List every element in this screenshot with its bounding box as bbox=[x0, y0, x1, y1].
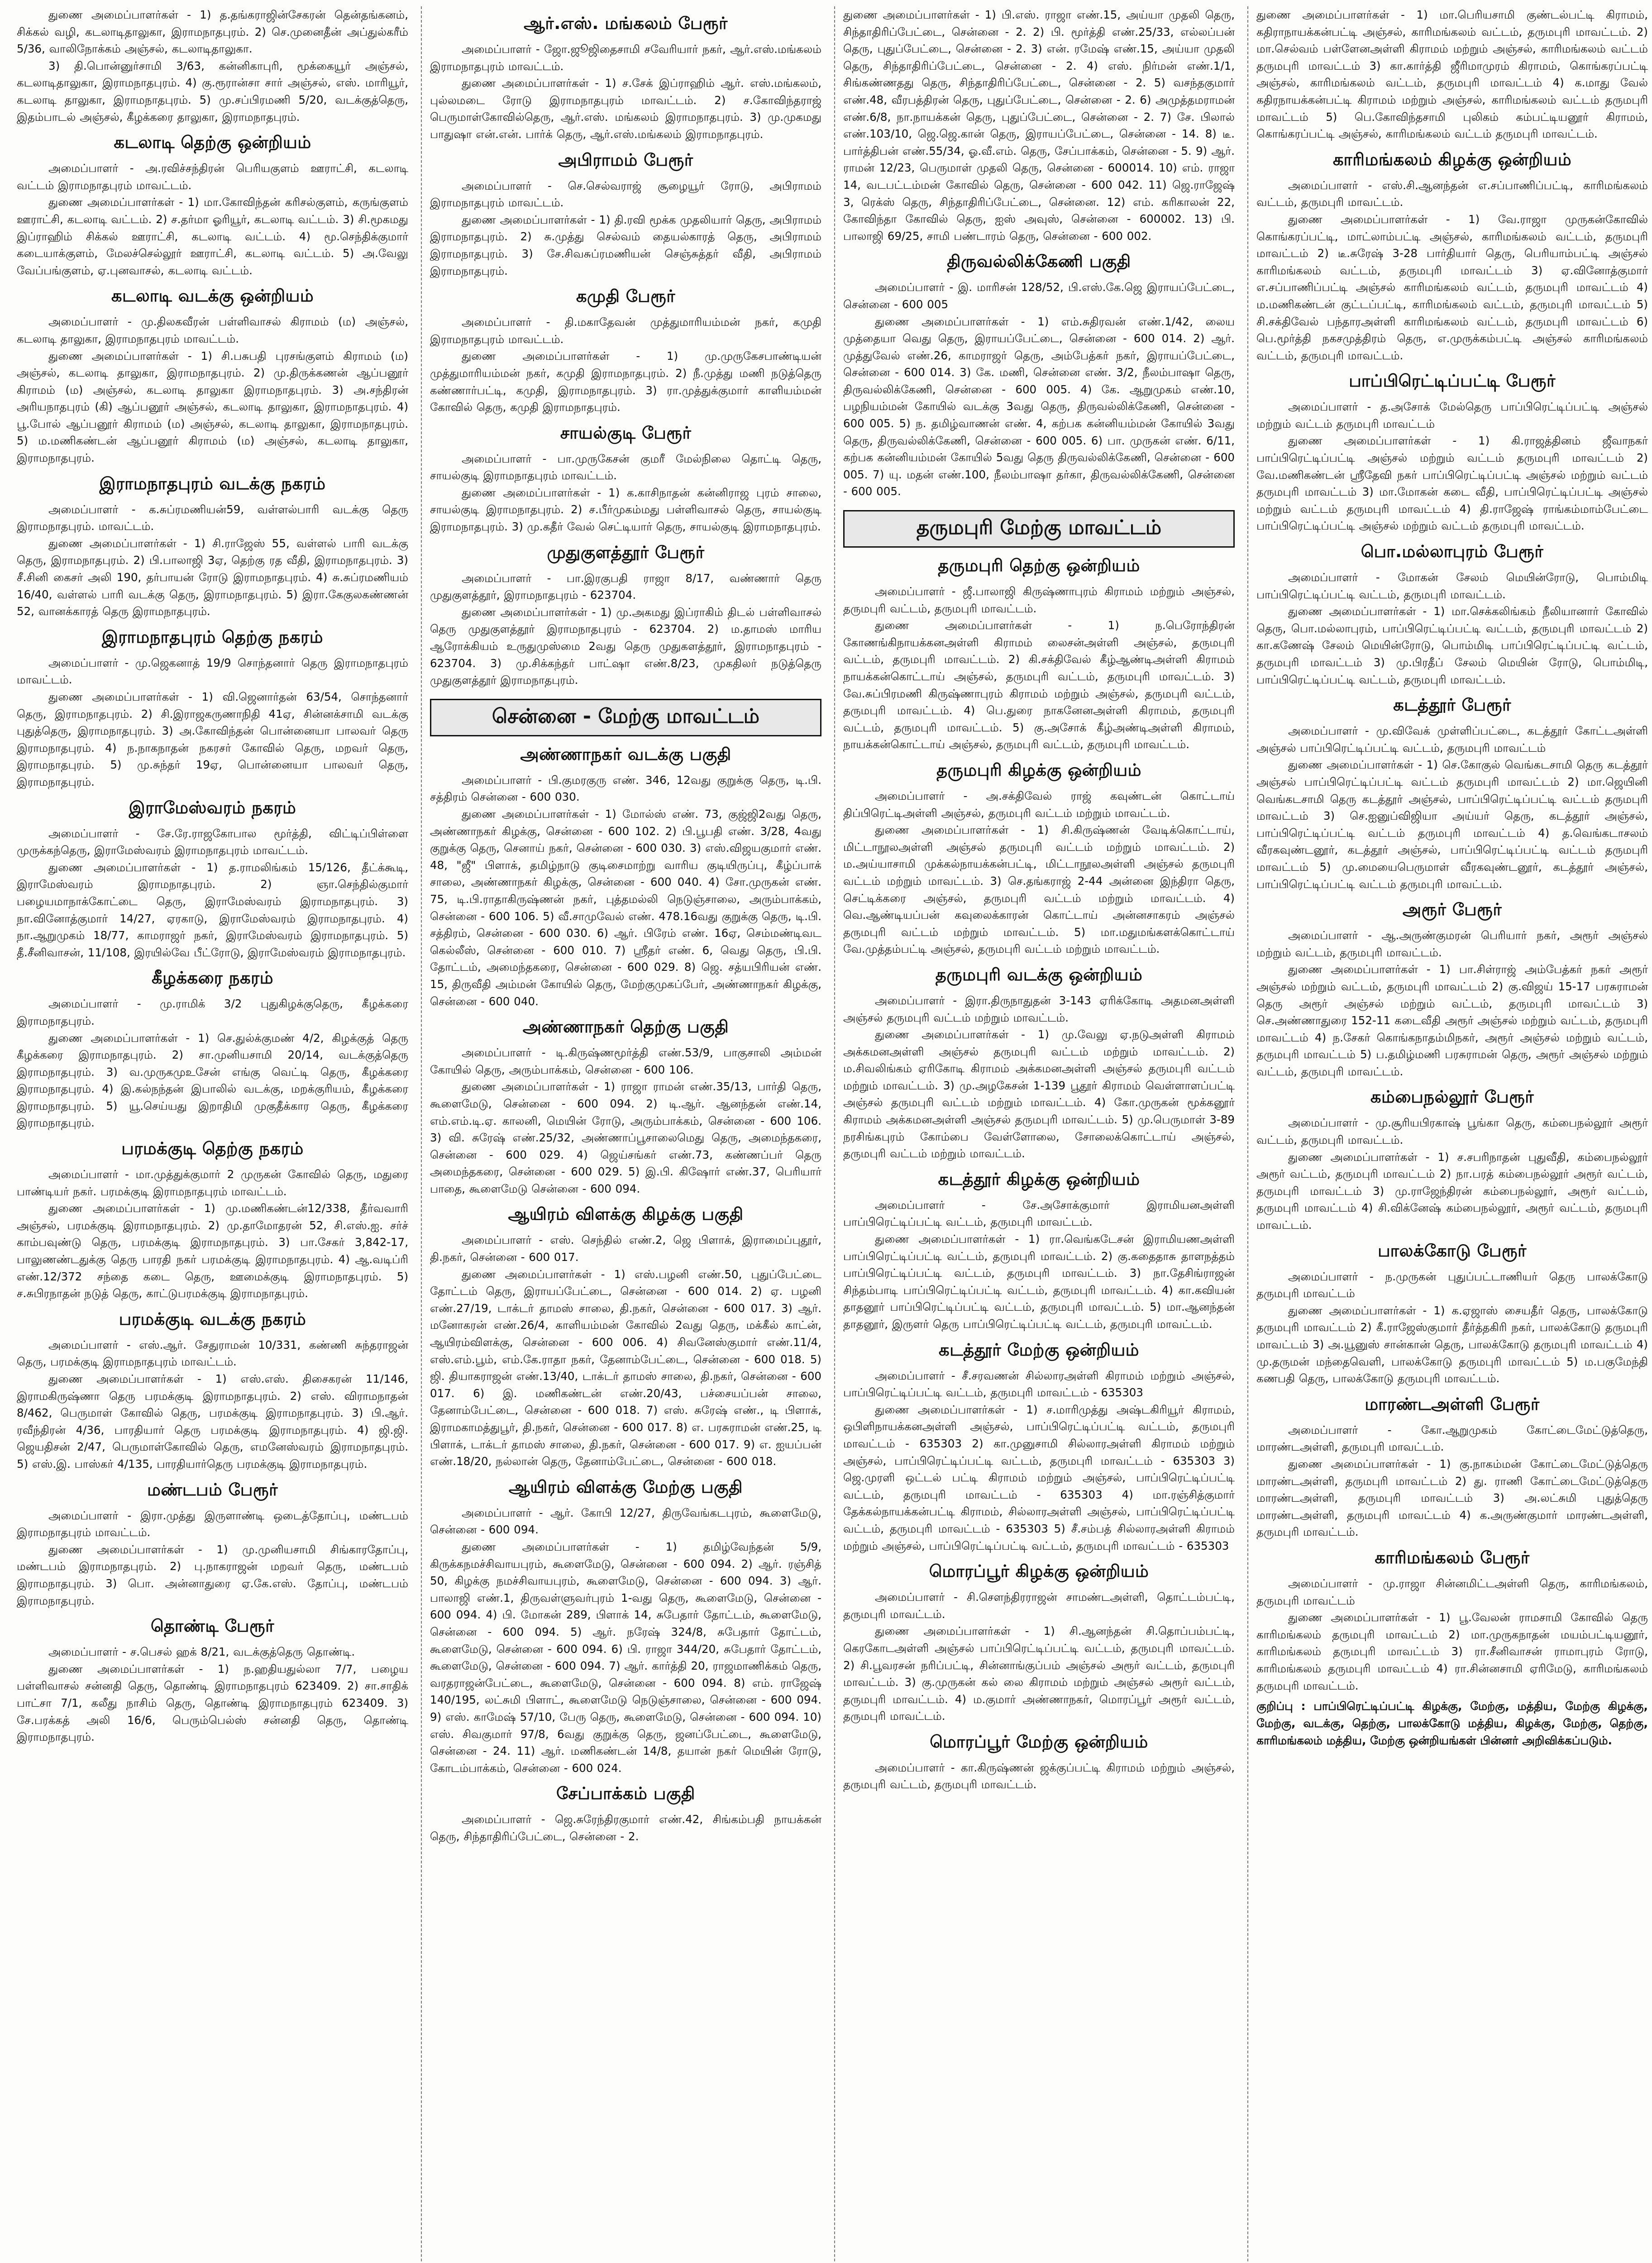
listing-paragraph: அமைப்பாளர் - ஜெ.சுரேந்திரகுமார் எண்.42, சிங்கம்பதி நாயக்கன் தெரு, சிந்தாதிரிப்பேட்டை, சென்னை - 2. bbox=[430, 1813, 821, 1843]
listing-paragraph: அமைப்பாளர் - ஜீ.பாலாஜி கிருஷ்ணாபுரம் கிராமம் மற்றும் அஞ்சல், தருமபுரி வட்டம், தருமபுரி மாவட்டம். bbox=[843, 585, 1235, 615]
section-heading: பொ.மல்லாபுரம் பேரூர் bbox=[1361, 542, 1544, 562]
section-heading: மண்டபம் பேரூர் bbox=[147, 1480, 278, 1499]
listing-paragraph: அமைப்பாளர் - மு.திலகவீரன் பள்ளிவாசல் கிராமம் (ம) அஞ்சல், கடலாடி தாலுகா, இராமநாதபுரம் மாவட்டம். bbox=[17, 315, 408, 345]
section-heading: கீழக்கரை நகரம் bbox=[151, 968, 274, 988]
listing-paragraph: அமைப்பாளர் - இரா.திருநாதுதன் 3-143 ஏரிக்கோடி அதமனஅள்ளி அஞ்சல் தருமபுரி வட்டம் மற்றும் மாவட்டம். bbox=[843, 993, 1235, 1024]
listing-paragraph: துணை அமைப்பாளர்கள் - 1) தமிழ்வேந்தன் 5/9, கிருக்கநமச்சிவாயபுரம், கூளைமேடு, சென்னை - 600 094. 2) ஆர். ரஞ்சித் 50, கிழக்கு நமச்சிவாயபுரம், கூளைமேடு, சென்னை - 600 094. 3) ஆர். பாலாஜி எண்.1, திருவள்ளுவர்புரம் 1-வது தெரு, கூளைமேடு, சென்னை - 600 094. 4) பி. மோகன் 289, பிளாக் 14, சுபேதார் தோட்டம், கூளைமேடு, சென்னை - 600 094. 5) ஆர். நரேஷ் 324/8, சுபேதார் தோட்டம், கூளைமேடு, சென்னை - 600 094. 6) பி. ராஜா 344/20, சுபேதார் தோட்டம், கூளைமேடு, சென்னை - 600 094. 7) ஆர். கார்த்தி 20, ராஜமாணிக்கம் தெரு, வரதராஜன்பேட்டை, கூளைமேடு, சென்னை - 600 094. 8) எம். ராஜேஷ் 140/195, லட்சுமி பிளாட், கூளைமேடு நெடுஞ்சாலை, சென்னை - 600 094. 9) எஸ். காமேஷ் 57/10, பேரு தெரு, கூளைமேடு, சென்னை - 600 094. 10) எஸ். சிவகுமார் 97/8, 6வது குறுக்கு தெரு, ஜனப்பேட்டை, கூளைமேடு, சென்னை - 24. 11) ஆர். மணிகண்டன் 14/8, தயான் நகர் மெயின் ரோடு, கோடம்பாக்கம், சென்னை - 600 024. bbox=[430, 1540, 821, 1775]
listing-paragraph: அமைப்பாளர் - கா.கிருஷ்ணன் ஜக்குப்பட்டி கிராமம் மற்றும் அஞ்சல், தருமபுரி வட்டம், தருமபுரி மாவட்டம். bbox=[843, 1761, 1235, 1791]
listing-paragraph: துணை அமைப்பாளர்கள் - 1) வி.ஜெனார்தன் 63/54, சொந்தனார் தெரு, இராமநாதபுரம். 2) சி.இராஜகருணாநிதி 41ஏ, சின்னக்சாமி வடக்கு புதுத்தெரு, இராமநாதபுரம். 3) அ.கோவிந்தன் பொன்னையா பாலவர் தெரு இராமநாதபுரம். 4) ந.நாகநாதன் நகரசர் கோவில் தெரு, மறவர் தெரு, இராமநாதபுரம். 5) மு.சுந்தர் 19ஏ, பொன்னையா பாலவர் தெரு, இராமநாதபுரம். bbox=[17, 690, 408, 788]
listing-paragraph: அமைப்பாளர் - ஆ.அருண்குமரன் பெரியார் நகர், அரூர் அஞ்சல் மற்றும் வட்டம், தருமபுரி மாவட்டம். bbox=[1256, 929, 1648, 959]
column-1 bbox=[8, 6, 413, 2263]
listing-paragraph: அமைப்பாளர் - மு.சூரியபிரகாஷ் பூங்கா தெரு, கம்பைநல்லூர் அரூர் வட்டம், தருமபுரி மாவட்டம். bbox=[1256, 1116, 1648, 1147]
listing-paragraph: துணை அமைப்பாளர்கள் - 1) ச.மாரிமுத்து அஷ்டகிரியூர் கிராமம், ஒபிளிநாயக்கனஅள்ளி அஞ்சல், பாப்பிரெட்டிப்பட்டி வட்டம், தருமபுரி மாவட்டம் - 635303 2) கா.முனுசாமி சில்லாரஅள்ளி கிராமம் மற்றும் அஞ்சல், பாப்பிரெட்டிப்பட்டி வட்டம், தருமபுரி மாவட்டம் - 635303 3) ஜெ.முரளி ஒட்டல் பட்டி கிராமம் மற்றும் அஞ்சல், பாப்பிரெட்டிப்பட்டி வட்டம், தருமபுரி மாவட்டம் - 635303 4) மா.ரஞ்சித்குமார் தேக்கல்நாயக்கன்பட்டி கிராமம், சில்லாரஅள்ளி அஞ்சல், பாப்பிரெட்டிப்பட்டி வட்டம், தருமபுரி மாவட்டம் - 635303 5) சீ.சம்பத் சில்லாரஅள்ளி கிராமம் மற்றும் அஞ்சல், பாப்பிரெட்டிப்பட்டி வட்டம், தருமபுரி மாவட்டம் - 635303 bbox=[843, 1403, 1235, 1552]
listing-paragraph: துணை அமைப்பாளர்கள் - 1) பி.எஸ். ராஜா எண்.15, அய்யா முதலி தெரு, சிந்தாதிரிப்பேட்டை, சென்னை - 2. 2) பி. மூர்த்தி எண்.25/33, எல்லப்பன் தெரு, புதுப்பேட்டை, சென்னை - 2. 3) என். ரமேஷ் எண்.15, அய்யா முதலி தெரு, சிந்தாதிரிப்பேட்டை, சென்னை - 2. 4) எஸ். நிர்மன் எண்.1/1, சிங்கண்ணதது தெரு, சிந்தாதிரிப்பேட்டை, சென்னை - 2. 5) வசந்தகுமார் எண்.48, வீரபத்திரன் தெரு, புதுப்பேட்டை, சென்னை - 2. 6) அமுத்தமராமன் எண்.6/8, நா.நாயக்கன் தெரு, புதுப்பேட்டை, சென்னை - 2. 7) சே. பிலால் எண்.103/10, ஜெ.ஜெ.கான் தெரு, இராயப்பேட்டை, சென்னை - 14. 8) டீ. பார்த்திபன் எண்.55/34, ஓ.வீ.எம். தெரு, சேப்பாக்கம், சென்னை - 5. 9) ஆர். ராமன் 12/23, பெருமாள் முதலி தெரு, சென்னை - 600014. 10) எம். ராஜா 14, வடபட்டம்மன் கோவில் தெரு, சென்னை - 600 042. 11) ஜெ.ராஜேஷ் 3, ரெக்ஸ் தெரு, சிந்தாதிரிப்பேட்டை, சென்னை. 12) எம். கரிகாலன் 22, கோவிந்தா கோவில் தெரு, ஐஸ் அவுஸ், சென்னை - 600002. 13) பி. பாலாஜி 69/25, சாமி பண்டாரம் தெரு, சென்னை - 600 002. bbox=[843, 8, 1235, 243]
listing-paragraph: துணை அமைப்பாளர்கள் - 1) செ.கோகுல் வெங்கடசாமி தெரு கடத்தூர் அஞ்சல் பாப்பிரெட்டிப்பட்டி வட்டம் தருமபுரி மாவட்டம் 2) மா.ஜெயினி வெங்கடசாமி தெரு கடத்தூர் அஞ்சல், பாப்பிரெட்டிப்பட்டி வட்டம் தருமபுரி மாவட்டம் 3) செ.ஐனுப்விஜியா அய்யர் தெரு, கடத்தூர் அஞ்சல், பாப்பிரெட்டிப்பட்டி வட்டம் தருமபுரி மாவட்டம் 4) த.வெங்கடாசலம் வீரகவுண்டனூர், கடத்தூர் அஞ்சல், பாப்பிரெட்டிப்பட்டி வட்டம் தருமபுரி மாவட்டம் 5) மு.மையைபெருமாள் வீரகவுண்டனூர், கடத்தூர் அஞ்சல், பாப்பிரெட்டிப்பட்டி வட்டம் தருமபுரி மாவட்டம். bbox=[1256, 758, 1648, 891]
listing-paragraph: அமைப்பாளர் - எஸ்.ஆர். சேதுராமன் 10/331, கண்ணி சுந்தராஜன் தெரு, பரமக்குடி இராமநாதபுரம் மாவட்டம். bbox=[17, 1338, 408, 1369]
listing-paragraph: அமைப்பாளர் - இரா.முத்து இருளாண்டி ஒடைத்தோப்பு, மண்டபம் இராமநாதபுரம் மாவட்டம். bbox=[17, 1509, 408, 1539]
listing-paragraph: துணை அமைப்பாளர்கள் - 1) ந.ஹதியதுல்லா 7/7, பழைய பள்ளிவாசல் சன்னதி தெரு, தொண்டி இராமநாதபுரம் 623409. 2) சா.சாதிக் பாட்சா 7/1, கலீது நாசிம் தெரு, தொண்டி இராமநாதபுரம் 623409. 3) சே.பரக்கத் அலி 16/6, பெரும்பெல்ஸ் சன்னதி தெரு, தொண்டி இராமநாதபுரம். bbox=[17, 1662, 408, 1744]
listing-paragraph: அமைப்பாளர் - சே.ரே.ராஜகோபால மூர்த்தி, விட்டிப்பிள்ளை முருக்கந்தெரு, இராமேஸ்வரம் இராமநாதபுரம் மாவட்டம். bbox=[17, 826, 408, 857]
listing-paragraph: அமைப்பாளர் - ந.முருகன் புதுப்பட்டாணியர் தெரு பாலக்கோடு தருமபுரி மாவட்டம் bbox=[1256, 1270, 1648, 1300]
listing-paragraph: அமைப்பாளர் - இ. மாரிசன் 128/52, பி.எஸ்.கே.ஜெ இராயப்பேட்டை, சென்னை - 600 005 bbox=[843, 281, 1235, 311]
footnote: குறிப்பு : பாப்பிரெட்டிப்பட்டி கிழக்கு, மேற்கு, மத்திய, மேற்கு கிழக்கு, மேற்கு, வடக்கு, தெற்கு, பாலக்கோடு மத்திய, கிழக்கு, மேற்கு, தெற்கு, காரிமங்கலம் மத்திய, மேற்கு ஒன்றியங்கள் பின்னர் அறிவிக்கப்படும். bbox=[1256, 1700, 1648, 1747]
section-heading: கடத்தூர் மேற்கு ஒன்றியம் bbox=[939, 1340, 1139, 1360]
listing-paragraph: அமைப்பாளர் - ஜோ.ஜூஜிதைசாமி சவேரியார் நகர், ஆர்.எஸ்.மங்கலம் இராமநாதபுரம் மாவட்டம். bbox=[430, 43, 821, 73]
listing-paragraph: அமைப்பாளர் - கோ.ஆறுமுகம் கோட்டைமேட்டுத்தெரு, மாரண்டஅள்ளி, தருமபுரி மாவட்டம். bbox=[1256, 1423, 1648, 1454]
listing-paragraph: துணை அமைப்பாளர்கள் - 1) ராஜா ராமன் எண்.35/13, பார்தி தெரு, கூளைமேடு, சென்னை - 600 094. 2) டி.ஆர். ஆனந்தன் எண்.14, எம்.எம்.டி.ஏ. காலனி, மெயின் ரோடு, அரும்பாக்கம், சென்னை - 600 106. 3) வி. சுரேஷ் எண்.25/32, அண்ணாப்பூசாலைமெது தெரு, அமைந்தகரை, சென்னை - 600 029. 4) ஜெய்சங்கர் எண்.73, கண்ணப்பர் தெரு அமைந்தகரை, சென்னை - 600 029. 5) இ.பி. கிஷோர் எண்.37, பெரியார் பாதை, கூளைமேடு சென்னை - 600 094. bbox=[430, 1080, 821, 1195]
listing-paragraph: 3) தி.பொன்னுர்சாமி 3/63, கன்னிகாபுரி, மூக்கையூர் அஞ்சல், கடலாடிதாலுகா, இராமநாதபுரம். 4) கு.ரூரான்சா சார் அஞ்சல், எஸ். மாரியூர், கடலாடி தாலுகா, இராமநாதபுரம். 5) மு.சப்பிரமணி 5/20, வடக்குத்தெரு, இதம்பாடல் அஞ்சல், கீழக்கரை தாலுகா, இராமநாதபுரம். bbox=[17, 59, 408, 124]
section-heading: மாரண்டஅள்ளி பேரூர் bbox=[1365, 1394, 1540, 1414]
section-heading: தருமபுரி கிழக்கு ஒன்றியம் bbox=[936, 760, 1141, 780]
section-heading: காரிமங்கலம் கிழக்கு ஒன்றியம் bbox=[1332, 149, 1572, 169]
section-heading: கடலாடி வடக்கு ஒன்றியம் bbox=[111, 286, 314, 306]
listing-paragraph: துணை அமைப்பாளர்கள் - 1) மு.முனியசாமி சிங்காரதோப்பு, மண்டபம் இராமநாதபுரம். 2) பு.நாகராஜன் மறவர் தெரு, மண்டபம் இராமநாதபுரம். 3) பொ. அன்னாதுரை ஏ.கே.எஸ். தோப்பு, மண்டபம் இராமநாதபுரம். bbox=[17, 1542, 408, 1607]
column-4-body bbox=[1252, 6, 1648, 1749]
section-heading: கடத்தூர் கிழக்கு ஒன்றியம் bbox=[938, 1169, 1140, 1189]
listing-paragraph: அமைப்பாளர் - செ.செல்வராஜ் சூழையூர் ரோடு, அபிராமம் இராமநாதபுரம் மாவட்டம். bbox=[430, 179, 821, 210]
section-heading: பரமக்குடி வடக்கு நகரம் bbox=[119, 1309, 306, 1329]
listing-paragraph: துணை அமைப்பாளர்கள் - 1) ந.பெரோந்திரன் கோணங்கிநாயக்கனஅள்ளி கிராமம் லைசன்அள்ளி அஞ்சல், தருமபுரி வட்டம், தருமபுரி மாவட்டம். 2) கி.சக்திவேல் கீழ்ஆண்டிஅள்ளி கிராமம் நாயக்கன்கொட்டாய் அஞ்சல், தருமபுரி வட்டம், தருமபுரி மாவட்டம். 3) வே.சுப்பிரமணி கிருஷ்ணாபுரம் கிராமம் மற்றும் அஞ்சல், தருமபுரி வட்டம், தருமபுரி மாவட்டம். 4) பெ.துரை நாகனேனஅள்ளி கிராமம், தருமபுரி வட்டம், தருமபுரி மாவட்டம். 5) கு.அசோக் கீழ்அண்டிஅள்ளி கிராமம், நாயக்கன்கொட்டாய் அஞ்சல், தருமபுரி வட்டம், தருமபுரி மாவட்டம். bbox=[843, 619, 1235, 751]
listing-paragraph: துணை அமைப்பாளர்கள் - 1) எம்.சுதிரவன் எண்.1/42, லைய முத்தையா வெது தெரு, இராயப்பேட்டை, சென்னை - 600 014. 2) ஆர். முத்துவேல் எண்.26, காமராஜர் தெரு, அம்பேத்கர் நகர், இராயப்பேட்டை, சென்னை - 600 014. 3) கே. மணி, சென்னை எண். 3/2, நீலம்பாஷா தெரு, திருவல்லிக்கேணி, சென்னை - 600 005. 4) கே. ஆறுமுகம் எண்.10, பழநியம்மன் கோயில் வடக்கு 3வது தெரு, திருவல்லிக்கேணி, சென்னை - 600 005. 5) ந. தமிழ்வாணன் எண். 4, கற்பக கன்னியம்மன் கோயில் 3வது தெரு, திருவல்லிக்கேணி, சென்னை - 600 005. 6) பா. முருகன் எண். 6/11, கற்பக கன்னியம்மன் கோயில் 5வது தெரு திருவல்லிக்கேணி, சென்னை - 600 005. 7) யு. மதன் எண்.100, நீலம்பாஷா தர்கா, திருவல்லிக்கேணி, சென்னை - 600 005. bbox=[843, 315, 1235, 498]
listing-paragraph: துணை அமைப்பாளர்கள் - 1) ச.சபரிநாதன் புதுவீதி, கம்பைநல்லூர் அரூர் வட்டம், தருமபுரி மாவட்டம் 2) நா.பரத் கம்பைநல்லூர் அரூர் வட்டம், தருமபுரி மாவட்டம் 3) மு.ராஜேந்திரன் கம்பைநல்லூர், அரூர் வட்டம், தருமபுரி மாவட்டம் 4) சி.விக்னேஷ் கம்பைநல்லூர், அரூர் வட்டம், தருமபுரி மாவட்டம். bbox=[1256, 1150, 1648, 1232]
listing-paragraph: துணை அமைப்பாளர்கள் - 1) சி.பசுபதி புரசங்குளம் கிராமம் (ம) அஞ்சல், கடலாடி தாலுகா, இராமநாதபுரம். 2) மு.திருக்கணன் ஆப்பனூர் கிராமம் (ம) அஞ்சல், கடலாடி தாலுகா இராமநாதபுரம். 3) அ.சந்திரன் அரியநாதபுரம் (கி) ஆப்பனூர் அஞ்சல், கடலாடி தாலுகா, இராமநாதபுரம். 4) பூ.போல் ஆப்பனூர் கிராமம் (ம) அஞ்சல், கடலாடி தாலுகா, இராமநாதபுரம். 5) ம.மணிகண்டன் ஆப்பனூர் கிராமம் (ம) அஞ்சல், கடலாடி தாலுகா, இராமநாதபுரம். bbox=[17, 349, 408, 465]
listing-paragraph: துணை அமைப்பாளர்கள் - 1) மு.முருகேசபாண்டியன் முத்துமாரியம்மன் நகர், கமுதி இராமநாதபுரம். 2) நீ.முத்து மணி நடுத்தெரு கண்ணார்பட்டி, கமுதி, இராமநாதபுரம். 3) ரா.முத்துக்குமார் காளியம்மன் கோவில் தெரு, கமுதி இராமநாதபுரம். bbox=[430, 349, 821, 414]
section-heading: சேப்பாக்கம் பகுதி bbox=[556, 1784, 695, 1804]
listing-paragraph: அமைப்பாளர் - மு.விவேக் முள்ளிப்பட்டை, கடத்தூர் கோட்டஅள்ளி அஞ்சல் பாப்பிரெட்டிப்பட்டி வட்டம், தருமபுரி மாவட்டம் bbox=[1256, 724, 1648, 754]
listing-paragraph: அமைப்பாளர் - பா.முருகேசன் குமரீ மேல்நிலை தொட்டி தெரு, சாயல்குடி இராமநாதபுரம் மாவட்டம். bbox=[430, 452, 821, 482]
listing-paragraph: துணை அமைப்பாளர்கள் - 1) மா.செக்கலிங்கம் நீலியானார் கோவில் தெரு, பொ.மல்லாபுரம், பாப்பிரெட்டிப்பட்டி வட்டம், தருமபுரி மாவட்டம் 2) கா.கணேஷ் சேலம் மெயின்ரோடு, பொம்மிடி பாப்பிரெட்டிப்பட்டி வட்டம், தருமபுரி மாவட்டம் 3) மு.பிரதீப் சேலம் மெயின் ரோடு, பொம்மிடி, பாப்பிரெட்டிப்பட்டி வட்டம், தருமபுரி மாவட்டம். bbox=[1256, 605, 1648, 686]
listing-paragraph: அமைப்பாளர் - சீ.சரவணன் சில்லாரஅள்ளி கிராமம் மற்றும் அஞ்சல், பாப்பிரெட்டிப்பட்டி வட்டம், தருமபுரி மாவட்டம் - 635303 bbox=[843, 1369, 1235, 1399]
listing-paragraph: அமைப்பாளர் - பா.இரகுபதி ராஜா 8/17, வண்ணார் தெரு முதுகுளத்தூர், இராமநாதபுரம் - 623704. bbox=[430, 571, 821, 602]
district-banner: சென்னை - மேற்கு மாவட்டம் bbox=[430, 699, 821, 736]
listing-paragraph: அமைப்பாளர் - சே.அசோக்குமார் இராமியனஅள்ளி பாப்பிரெட்டிப்பட்டி வட்டம், தருமபுரி மாவட்டம். bbox=[843, 1198, 1235, 1229]
listing-paragraph: துணை அமைப்பாளர்கள் - 1) க.ஏஜாஸ் சையதீர் தெரு, பாலக்கோடு தருமபுரி மாவட்டம் 2) கீ.ராஜேஸ்குமார் தீர்த்தகிரி நகர், பாலக்கோடு தருமபுரி மாவட்டம் 3) அ.யூனுஸ் சான்கான் தெரு, பாலக்கோடு தருமபுரி மாவட்டம் 4) மு.தருமன் மந்தைவெளி, பாலக்கோடு தருமபுரி மாவட்டம் 5) ம.பகுமேந்தி கணபதி தெரு, பாலக்கோடு தருமபுரி மாவட்டம். bbox=[1256, 1303, 1648, 1385]
section-heading: ஆயிரம் விளக்கு கிழக்கு பகுதி bbox=[508, 1204, 744, 1224]
section-heading: பாலக்கோடு பேரூர் bbox=[1378, 1241, 1527, 1260]
column-3 bbox=[834, 6, 1239, 2263]
listing-paragraph: துணை அமைப்பாளர்கள் - 1) ரா.வெங்கடேசன் இராமியணஅள்ளி பாப்பிரெட்டிப்பட்டி வட்டம், தருமபுரி மாவட்டம். 2) கு.கதைதாசு தாளநத்தம் பாப்பிரெட்டிப்பட்டி வட்டம், தருமபுரி மாவட்டம். 3) நா.தேசிங்ராஜன் சிந்தம்பாடி பாப்பிரெட்டிப்பட்டி வட்டம், தருமபுரி மாவட்டம். 4) கா.கவியன் தாதனூர் பாப்பிரெட்டிப்பட்டி வட்டம், தருமபுரி மாவட்டம். 5) மா.ஆனந்தன் தாதனூர், இருளர் தெரு பாப்பிரெட்டிப்பட்டி வட்டம், தருமபுரி மாவட்டம். bbox=[843, 1232, 1235, 1331]
section-heading: சாயல்குடி பேரூர் bbox=[560, 423, 692, 443]
section-heading: ஆயிரம் விளக்கு மேற்கு பகுதி bbox=[508, 1477, 743, 1497]
listing-paragraph: துணை அமைப்பாளர்கள் - 1) எஸ்.பழனி எண்.50, புதுப்பேட்டை தோட்டம் தெரு, இராயப்பேட்டை, சென்னை - 600 014. 2) ஏ. பழனி எண்.27/19, டாக்டர் தாமஸ் சாலை, தி.நகர், சென்னை - 600 017. 3) ஆர். மனோகரன் எண்.26/4, காளியம்மன் கோவில் 2வது தெரு, மக்கீல் காட்ன், ஆயிரம்விளக்கு, சென்னை - 600 006. 4) சிவனேஸ்குமார் எண்.11/4, எஸ்.எம்.பூம், எம்.கே.ராதா நகர், தேனாம்பேட்டை, சென்னை - 600 018. 5) ஜி. தியாகராஜன் எண்.13/40, டாக்டர் தாமஸ் சாலை, தி.நகர், சென்னை - 600 017. 6) இ. மணிகண்டன் எண்.20/43, பச்சையப்பன் சாலை, தேனாம்பேட்டை, சென்னை - 600 018. 7) எஸ். சுரேஷ் எண்., டி பிளாக், இராமகாமத்துபூர், தி.நகர், சென்னை - 600 017. 8) எ. பரசுராமன் எண்.25, டி பிளாக், டாக்டர் தாமஸ் சாலை, தி.நகர், சென்னை - 600 017. 9) எ. ஐயப்பன் எண்.18/20, நல்லான் தெரு, தேனாம்பேட்டை, சென்னை - 600 018. bbox=[430, 1267, 821, 1468]
section-heading: தொண்டி பேரூர் bbox=[151, 1616, 274, 1636]
listing-paragraph: துணை அமைப்பாளர்கள் - 1) தி.ரவி மூக்க முதலியார் தெரு, அபிராமம் இராமநாதபுரம். 2) சு.முத்து செல்வம் தையல்காரத் தெரு, அபிராமம் இராமநாதபுரம். 3) சே.சிவசுப்ரமணியன் செஞ்சுத்தர் வீதி, அபிராமம் இராமநாதபுரம். bbox=[430, 213, 821, 277]
section-heading: அண்ணாநகர் வடக்கு பகுதி bbox=[520, 744, 731, 764]
listing-paragraph: அமைப்பாளர் - மு.ராமிக் 3/2 புதுகிழக்குதெரு, கீழக்கரை இராமநாதபுரம். bbox=[17, 997, 408, 1027]
listing-paragraph: அமைப்பாளர் - எஸ்.சி.ஆனந்தன் எ.சப்பாணிப்பட்டி, காரிமங்கலம் வட்டம், தருமபுரி மாவட்டம். bbox=[1256, 178, 1648, 209]
section-heading: கமுதி பேரூர் bbox=[576, 286, 676, 306]
listing-paragraph: துணை அமைப்பாளர்கள் - 1) கு.நாகம்மன் கோட்டைமேட்டுத்தெரு மாரண்டஅள்ளி, தருமபுரி மாவட்டம் 2) து. ராணி கோட்டைமேட்டுத்தெரு மாரண்டஅள்ளி, தருமபுரி மாவட்டம் 3) அ.லட்சுமி புதுத்தெரு மாரண்டஅள்ளி, தருமபுரி மாவட்டம் 4) க.அருண்குமார் மாரண்டஅள்ளி, தருமபுரி மாவட்டம். bbox=[1256, 1457, 1648, 1539]
section-heading: காரிமங்கலம் பேரூர் bbox=[1375, 1547, 1530, 1567]
listing-paragraph: துணை அமைப்பாளர்கள் - 1) மு.வேலு ஏ.நடுஅள்ளி கிராமம் அக்கமனஅள்ளி அஞ்சல் தருமபுரி வட்டம் மற்றும் மாவட்டம். 2) ம.சிவலிங்கம் ஏரிகோடி கிராமம் அக்கமனஅள்ளி அஞ்சல் தருமபுரி வட்டம் மற்றும் மாவட்டம். 3) மு.அழகேசன் 1-139 பூதூர் கிராமம் வெள்ளாளப்பட்டி அஞ்சல் தருமபுரி வட்டம் மற்றும் மாவட்டம். 4) கோ.முருகன் மூக்கனூர் கிராமம் அக்கமனஅள்ளி அஞ்சல் தருமபுரி மாவட்டம். 5) மு.பெருமாள் 3-89 நரசிங்கபுரம் கோம்பை வேள்ளோலை, சோலைக்கொட்டாய் அஞ்சல், தருமபுரி வட்டம் மற்றும் மாவட்டம். bbox=[843, 1028, 1235, 1160]
listing-paragraph: துணை அமைப்பாளர்கள் - 1) மு.மணிகண்டன்12/338, தீர்வவாரி அஞ்சல், பரமக்குடி இராமநாதபுரம். 2) மு.தாமோதரன் 52, சி.எஸ்.ஐ. சர்ச் காம்பவுண்டு தெரு, பரமக்குடி இராமநாதபுரம். 3) பா.சேகர் 3,842-17, பாலுணண்டதுக்கு தெரு பாரதி நகர் பரமக்குடி இராமநாதபுரம். 4) ஆ.வடிப்ரி எண்.12/372 சந்தை கடை தெரு, ஊமைக்குடி இராமநாதபுரம். 5) ச.சுபிரநாதன் நடுத் தெரு, காட்டுபரமக்குடி இராமநாதபுரம். bbox=[17, 1202, 408, 1300]
listing-paragraph: துணை அமைப்பாளர்கள் - 1) மு.அகமது இப்ராகிம் திடல் பள்ளிவாசல் தெரு முதுகுளத்தூர் இராமநாதபுரம் - 623704. 2) ம.தாமஸ் மாரிய ஆரோக்கியம் உருதுமுஸ்மை 2வது தெரு முதுகளத்தூர், இராமநாதபுரம் - 623704. 3) மு.சிக்கந்தர் பாட்ஷா எண்.8/23, முகதிலர் நடுத்தெரு முதுகுளத்தூர் இராமநாதபுரம். bbox=[430, 605, 821, 687]
listing-paragraph: அமைப்பாளர் - மா.முத்துக்குமார் 2 முருகன் கோவில் தெரு, மதுரை பாண்டியர் நகர். பரமக்குடி இராமநாதபுரம் மாவட்டம். bbox=[17, 1168, 408, 1198]
listing-paragraph: துணை அமைப்பாளர்கள் - 1) மா.கோவிந்தன் கரிசல்குளம், கருங்குளம் ஊராட்சி, கடலாடி வட்டம். 2) ச.தர்மா ஓரியூர், கடலாடி வட்டம். 3) சி.மூகமது இப்ராஹிம் சிக்கல் ஊராட்சி, கடலாடி வட்டம். 4) மூ.செந்திக்குமார் கடையாக்குளம், மேலச்செல்லூர் ஊராட்சி, கடலாடி வட்டம். 5) அ.வேலு வேப்பங்குளம், ஏ.புனவாசல், கடலாடி வட்டம். bbox=[17, 196, 408, 277]
listing-paragraph: அமைப்பாளர் - அ.ரவிச்சந்திரன் பெரியகுளம் ஊராட்சி, கடலாடி வட்டம் இராமநாதபுரம் மாவட்டம். bbox=[17, 162, 408, 192]
listing-paragraph: துணை அமைப்பாளர்கள் - 1) க.காசிநாதன் கன்னிராஜ புரம் சாலை, சாயல்குடி இராமநாதபுரம். 2) ச.பீர்முகம்மது பள்ளிவாசல் தெரு, சாயல்குடி இராமநாதபுரம். 3) மு.கதீர் வேல் செட்டியார் தெரு, சாயல்குடி இராமநாதபுரம். bbox=[430, 486, 821, 534]
listing-paragraph: அமைப்பாளர் - டி.கிருஷ்ணமூர்த்தி எண்.53/9, பாகுசாலி அம்மன் கோயில் தெரு, அரும்பாக்கம், சென்னை - 600 106. bbox=[430, 1046, 821, 1076]
section-heading: இராமேஸ்வரம் நகரம் bbox=[129, 797, 296, 817]
section-heading: இராமநாதபுரம் தெற்கு நகரம் bbox=[101, 627, 324, 647]
listing-paragraph: அமைப்பாளர் - அ.சக்திவேல் ராஜ் கவுண்டன் கொட்டாய் திப்பிரெட்டிஅள்ளி அஞ்சல், தருமபுரி வட்டம் மற்றும் மாவட்டம். bbox=[843, 789, 1235, 820]
listing-paragraph: துணை அமைப்பாளர்கள் - 1) சி.ஆனந்தன் சி.தொப்பம்பட்டி, கெரகோடஅள்ளி அஞ்சல் பாப்பிரெட்டிப்பட்டி வட்டம், தருமபுரி மாவட்டம். 2) சி.பூவரசன் நரிப்பட்டி, சின்னாங்குப்பம் அஞ்சல் அரூர் வட்டம், தருமபுரி மாவட்டம். 3) கு.முருகன் கல் லை கிராமம் மற்றும் அஞ்சல் அரூர் வட்டம், தருமபுரி மாவட்டம். 4) ம.குமார் அண்ணாநகர், மொரப்பூர் அரூர் வட்டம், தருமபுரி மாவட்டம். bbox=[843, 1624, 1235, 1723]
listing-paragraph: துணை அமைப்பாளர்கள் - 1) மோல்ஸ் எண். 73, குஜ்ஜி2வது தெரு, அண்ணாநகர் கிழக்கு, சென்னை - 600 102. 2) பி.பூபதி எண். 3/28, 4வது குறுக்கு தெரு, செனாய் நகர், சென்னை - 600 030. 3) எஸ்.விஜயகுமார் எண். 48, "ஜீ" பிளாக், தமிழ்நாடு குடிசைமாற்று வாரிய குடியிருப்பு, கீழ்ப்பாக் சாலை, அண்ணாநகர் கிழக்கு, சென்னை - 600 040. 4) சோ.முருகன் எண். 75, டி.பி.ராதாகிருஷ்ணன் நகர், புத்தமல்லி நெடுஞ்சாலை, அரும்பாக்கம், சென்னை - 600 106. 5) வீ.சாமுவேல் எண். 478.16வது குறுக்கு தெரு, டி.பி. சத்திரம், சென்னை - 600 030. 6) ஆர். பிரேம் எண். 16ஏ, செம்மண்டிவட கெல்லீஸ், சென்னை - 600 010. 7) ஸ்ரீதர் எண். 6, வெது தெரு, பி.பி. தோட்டம், அமைந்தகரை, சென்னை - 600 029. 8) ஜெ. சத்யபிரியன் எண். 15, திருவீதி அம்மன் கோயில் தெரு, மேற்குமுகப்பேர், அண்ணாநகர் கிழக்கு, சென்னை - 600 040. bbox=[430, 807, 821, 1008]
section-heading: அண்ணாநகர் தெற்கு பகுதி bbox=[522, 1017, 729, 1037]
listing-paragraph: துணை அமைப்பாளர்கள் - 1) செ.துல்க்குமண் 4/2, கிழக்குத் தெரு கீழக்கரை இராமநாதபுரம். 2) சா.முனியசாமி 20/14, வடக்குத்தெரு இராமநாதபுரம். 3) வ.முருகமுஉசேன் எங்கு வெட்டி தெரு, கீழக்கரை இராமநாதபுரம். 4) இ.கல்நந்தன் இபாலில் வடக்கு, மறக்குரியம், கீழக்கரை இராமநாதபுரம். 5) யூ.செய்யது இறாதிமி முகுதீக்கார தெரு, கீழக்கரை இராமநாதபுரம். bbox=[17, 1031, 408, 1130]
listing-paragraph: துணை அமைப்பாளர்கள் - 1) கி.ராஜத்தினம் ஜீவாநகர் பாப்பிரெட்டிப்பட்டி அஞ்சல் மற்றும் வட்டம் தருமபுரி மாவட்டம் 2) வே.மணிகண்டன் ஸ்ரீதேவி நகர் பாப்பிரெட்டிப்பட்டி அஞ்சல் மற்றும் வட்டம் தருமபுரி மாவட்டம் 3) மா.மோகன் கடை வீதி, பாப்பிரெட்டிப்பட்டி அஞ்சல் மற்றும் வட்டம் தருமபுரி மாவட்டம் 4) தி.ராஜேஷ் ராங்கம்மாம்பேட்டை பாப்பிரெட்டிப்பட்டி அஞ்சல் மற்றும் வட்டம் தருமபுரி மாவட்டம். bbox=[1256, 434, 1648, 533]
section-heading: கம்பைநல்லூர் பேரூர் bbox=[1370, 1087, 1534, 1107]
listing-paragraph: துணை அமைப்பாளர்கள் - 1) வே.ராஜா முருகன்கோவில் கொங்கரப்பட்டி, மாட்லாம்பட்டி அஞ்சல், காரிமங்கலம் வட்டம், தருமபுரி மாவட்டம் 2) டீ.சுரேஷ் 3-28 பார்தியார் தெரு, பெரியாம்பட்டி அஞ்சல் காரிமங்கலம் வட்டம், தருமபுரி மாவட்டம் 3) ஏ.வினோத்குமார் எ.சப்பாணிப்பட்டி அஞ்சல் காரிமங்கலம் வட்டம், தருமபுரி மாவட்டம் 4) ம.மணிகண்டன் குட்டப்பட்டி, காரிமங்கலம் வட்டம், தருமபுரி மாவட்டம் 5) சி.சக்திவேல் பந்தாரஅள்ளி காரிமங்கலம் வட்டம், தருமபுரி மாவட்டம் 6) பெ.மூர்த்தி நகசமுத்திரம் தெரு, எ.முருக்கம்பட்டி அஞ்சல் காரிமங்கலம் வட்டம், தருமபுரி மாவட்டம். bbox=[1256, 212, 1648, 362]
column-4 bbox=[1247, 6, 1652, 2263]
section-heading: தருமபுரி வடக்கு ஒன்றியம் bbox=[935, 964, 1143, 984]
listing-paragraph: அமைப்பாளர் - மோகன் சேலம் மெயின்ரோடு, பொம்மிடி பாப்பிரெட்டிப்பட்டி வட்டம், தருமபுரி மாவட்டம். bbox=[1256, 571, 1648, 601]
section-heading: ஆர்.எஸ். மங்கலம் பேரூர் bbox=[524, 14, 728, 33]
district-banner: தருமபுரி மேற்கு மாவட்டம் bbox=[843, 510, 1235, 548]
listing-paragraph: துணை அமைப்பாளர்கள் - 1) ச.சேக் இப்ராஹிம் ஆர். எஸ்.மங்கலம், புல்லமடை ரோடு இராமநாதபுரம் மாவட்டம். 2) ச.கோவிந்தராஜ் பெருமாள்கோவில்தெரு, ஆர்.எஸ். மங்கலம் இராமநாதபுரம். 3) மு.முகமது பாதுஷா என்.என். பார்க் தெரு, ஆர்.எஸ்.மங்கலம் இராமநாதபுரம். bbox=[430, 76, 821, 141]
column-2 bbox=[421, 6, 826, 2263]
section-heading: மொரப்பூர் மேற்கு ஒன்றியம் bbox=[930, 1732, 1148, 1752]
listing-paragraph: அமைப்பாளர் - தி.மகாதேவன் முத்துமாரியம்மன் நகர், கமுதி இராமநாதபுரம் மாவட்டம். bbox=[430, 315, 821, 346]
listing-paragraph: துணை அமைப்பாளர்கள் - 1) பா.சிள்ராஜ் அம்பேத்கர் நகர் அரூர் அஞ்சல் மற்றும் வட்டம், தருமபுரி மாவட்டம் 2) கு.விஜய் 15-17 பரசுராமன் தெரு அரூர் அஞ்சல் மற்றும் வட்டம், தருமபுரி மாவட்டம் 3) செ.அண்ணாதுரை 152-11 கடைவீதி அரூர் அஞ்சல் மற்றும் வட்டம், தருமபுரி மாவட்டம் 4) ந.சேகர் கொங்கநாதம்மிநகர், அரூர் அஞ்சல் மற்றும் வட்டம், தருமபுரி மாவட்டம் 5) ப.தமிழ்மணி பரசுராமன் தெரு, அரூர் அஞ்சல் மற்றும் வட்டம், தருமபுரி மாவட்டம். bbox=[1256, 963, 1648, 1078]
listing-paragraph: அமைப்பாளர் - ஆர். கோபி 12/27, திருவேங்கடபுரம், கூளைமேடு, சென்னை - 600 094. bbox=[430, 1506, 821, 1537]
listing-paragraph: துணை அமைப்பாளர்கள் - 1) பூ.வேலன் ராமசாமி கோவில் தெரு காரிமங்கலம் தருமபுரி மாவட்டம் 2) மா.முருகநாதன் மயம்பட்டியனூர், காரிமங்கலம் தருமபுரி மாவட்டம் 3) ரா.சீனிவாசன் ராமாபுரம் ரோடு, காரிமங்கலம் தருமபுரி மாவட்டம் 4) ரா.சின்னசாமி ஏரிமேடு, காரிமங்கலம் தருமபுரி மாவட்டம். bbox=[1256, 1611, 1648, 1692]
section-heading: அரூர் பேரூர் bbox=[1402, 900, 1502, 920]
listing-paragraph: அமைப்பாளர் - எஸ். செந்தில் எண்.2, ஜெ பிளாக், இராமைப்புதூர், தி.நகர், சென்னை - 600 017. bbox=[430, 1233, 821, 1264]
section-heading: கடலாடி தெற்கு ஒன்றியம் bbox=[114, 133, 311, 153]
listing-paragraph: அமைப்பாளர் - க.சுப்ரமணியன்59, வள்ளல்பாரி வடக்கு தெரு இராமநாதபுரம். மாவட்டம். bbox=[17, 502, 408, 533]
listing-paragraph: அமைப்பாளர் - சி.சௌந்திரராஜன் சாமண்டஅள்ளி, தொட்டம்பட்டி, தருமபுரி மாவட்டம். bbox=[843, 1590, 1235, 1621]
listing-paragraph: துணை அமைப்பாளர்கள் - 1) மா.பெரியசாமி குண்டல்பட்டி கிராமம், கதிராநாயக்கன்பட்டி அஞ்சல், காரிமங்கலம் வட்டம், தருமபுரி மாவட்டம். 2) மா.செல்வம் பள்ளேனஅள்ளி கிராமம் மற்றும் அஞ்சல், காரிமங்கலம் வட்டம் தருமபுரி மாவட்டம் 3) கா.கார்த்தி ஜீரிமாமுரம் கிராமம், கொங்கரப்பட்டி அஞ்சல், காரிமங்கலம் வட்டம், தருமபுரி மாவட்டம் 4) க.மாது வேல் கதிரநாயக்கன்பட்டி கிராமம் மற்றும் அஞ்சல், காரிமங்கலம் வட்டம் தருமபுரி மாவட்டம் 5) பெ.கோவிந்தசாமி புலிகம் கம்பட்டியனூர் கிராமம், கொங்கரப்பட்டி அஞ்சல், காரிமங்கலம் வட்டம் தருமபுரி மாவட்டம். bbox=[1256, 8, 1648, 141]
listing-paragraph: துணை அமைப்பாளர்கள் - 1) சி.ராஜேஸ் 55, வள்ளல் பாரி வடக்கு தெரு, இராமநாதபுரம். 2) பி.பாலாஜி 3ஏ, தெற்கு ரத வீதி, இராமநாதபுரம். 3) சீ.சினி கைசர் அலி 190, தர்பாயன் ரோடு இராமநாதபுரம். 4) சு.சுப்ரமணியம் 16/40, வள்ளல் பாரி வடக்கு தெரு, இராமநாதபுரம். 5) இரா.கேகுலகண்ணன் 52, வானக்காரத் தெரு இராமநாதபுரம். bbox=[17, 536, 408, 618]
listing-paragraph: அமைப்பாளர் - த.அசோக் மேல்தெரு பாப்பிரெட்டிப்பட்டி அஞ்சல் மற்றும் வட்டம் தருமபுரி மாவட்டம் bbox=[1256, 400, 1648, 430]
section-heading: மொரப்பூர் கிழக்கு ஒன்றியம் bbox=[929, 1561, 1149, 1581]
section-heading: பாப்பிரெட்டிப்பட்டி பேரூர் bbox=[1349, 371, 1556, 391]
listing-paragraph: துணை அமைப்பாளர்கள் - 1) எஸ்.எஸ். திசைகரன் 11/146, இராமகிருஷ்ணா தெரு பரமக்குடி இராமநாதபுரம். 2) எஸ். விராமநாதன் 8/462, பெருமாள் கோவில் தெரு, பரமக்குடி இராமநாதபுரம். 3) பி.ஆர். ரவீந்திரன் 4/36, பாரதியார் தெரு பரமக்குடி இராமநாதபுரம். 4) ஜி.ஜி. ஜெயதிசன் 2/47, பெருமாள்கோவில் தெரு, எமனேஸ்வரம் இராமநாதபுரம். 5) எஸ்.இ. பாஸ்கர் 4/135, பாரதியார்தெரு பரமக்குடி இராமநாதபுரம். bbox=[17, 1372, 408, 1470]
section-heading: தருமபுரி தெற்கு ஒன்றியம் bbox=[938, 556, 1140, 576]
section-heading: அபிராமம் பேரூர் bbox=[558, 150, 693, 170]
section-heading: முதுகுளத்தூர் பேரூர் bbox=[547, 542, 705, 562]
listing-paragraph: அமைப்பாளர் - மு.ஜெகனாத் 19/9 சொந்தனார் தெரு இராமநாதபுரம் மாவட்டம். bbox=[17, 656, 408, 687]
listing-paragraph: துணை அமைப்பாளர்கள் - 1) த.ராமலிங்கம் 15/126, தீட்க்கூடி, இராமேஸ்வரம் இராமநாதபுரம். 2) ஞா.செந்தில்குமார் பழையமாநாக்கோட்டை தெரு, இராமேஸ்வரம் இராமநாதபுரம். 3) நா.வினோத்குமார் 14/27, ஏரகாடு, இராமேஸ்வரம் இராமநாதபுரம். 4) நா.ஆறுமுகம் 18/77, காமராஜர் நகர், இராமேஸ்வரம் இராமநாதபுரம். 5) தீ.சீனிவாசன், 11/108, இரயில்வே பீட்ரோடு, இராமேஸ்வரம் இராமநாதபுரம். bbox=[17, 860, 408, 959]
listing-paragraph: துணை அமைப்பாளர்கள் - 1) த.தங்கராஜின்சேகரன் தென்தங்கனம், சிக்கல் வழி, கடலாடிதாலுகா, இராமநாதபுரம். 2) செ.முனைதீன் அப்துல்கரீம் 5/36, வாலிநோக்கம் அஞ்சல், கடலாடிதாலுகா. bbox=[17, 8, 408, 56]
section-heading: திருவல்லிக்கேணி பகுதி bbox=[947, 252, 1131, 272]
section-heading: பரமக்குடி தெற்கு நகரம் bbox=[121, 1139, 304, 1159]
section-heading: இராமநாதபுரம் வடக்கு நகரம் bbox=[99, 473, 326, 493]
listing-paragraph: அமைப்பாளர் - மு.ராஜா சின்னமிட்டஅள்ளி தெரு, காரிமங்கலம், தருமபுரி மாவட்டம் bbox=[1256, 1576, 1648, 1607]
listing-paragraph: அமைப்பாளர் - பி.குமரகுரு எண். 346, 12வது குறுக்கு தெரு, டி.பி. சத்திரம் சென்னை - 600 030. bbox=[430, 773, 821, 804]
listing-paragraph: அமைப்பாளர் - ச.பெசல் ஹக் 8/21, வடக்குத்தெரு தொண்டி. bbox=[48, 1645, 355, 1659]
listing-paragraph: துணை அமைப்பாளர்கள் - 1) சி.கிருஷ்ணன் வேடிக்கொட்டாய், மிட்டாநூலஅள்ளி அஞ்சல் தருமபுரி வட்டம் மற்றும் மாவட்டம். 2) ம.அய்யாசாமி முக்கல்நாயக்கன்பட்டி, மிட்டாநூலஅள்ளி அஞ்சல் தருமபுரி வட்டம் மற்றும் மாவட்டம். 3) செ.தங்கராஜ் 2-44 அன்னை இந்திரா தெரு, செட்டிக்கரை அஞ்சல், தருமபுரி வட்டம் மற்றும் மாவட்டம். 4) வெ.ஆண்டியப்பன் கவுலைக்காரன் கொட்டாய் அன்னசாகரம் அஞ்சல் தருமபுரி வட்டம் மற்றும் மாவட்டம். 5) மா.மதுமங்களக்கொட்டாய் வே.முத்தம்பட்டி அஞ்சல், தருமபுரி வட்டம் மற்றும் மாவட்டம். bbox=[843, 823, 1235, 956]
section-heading: கடத்தூர் பேரூர் bbox=[1393, 695, 1511, 715]
